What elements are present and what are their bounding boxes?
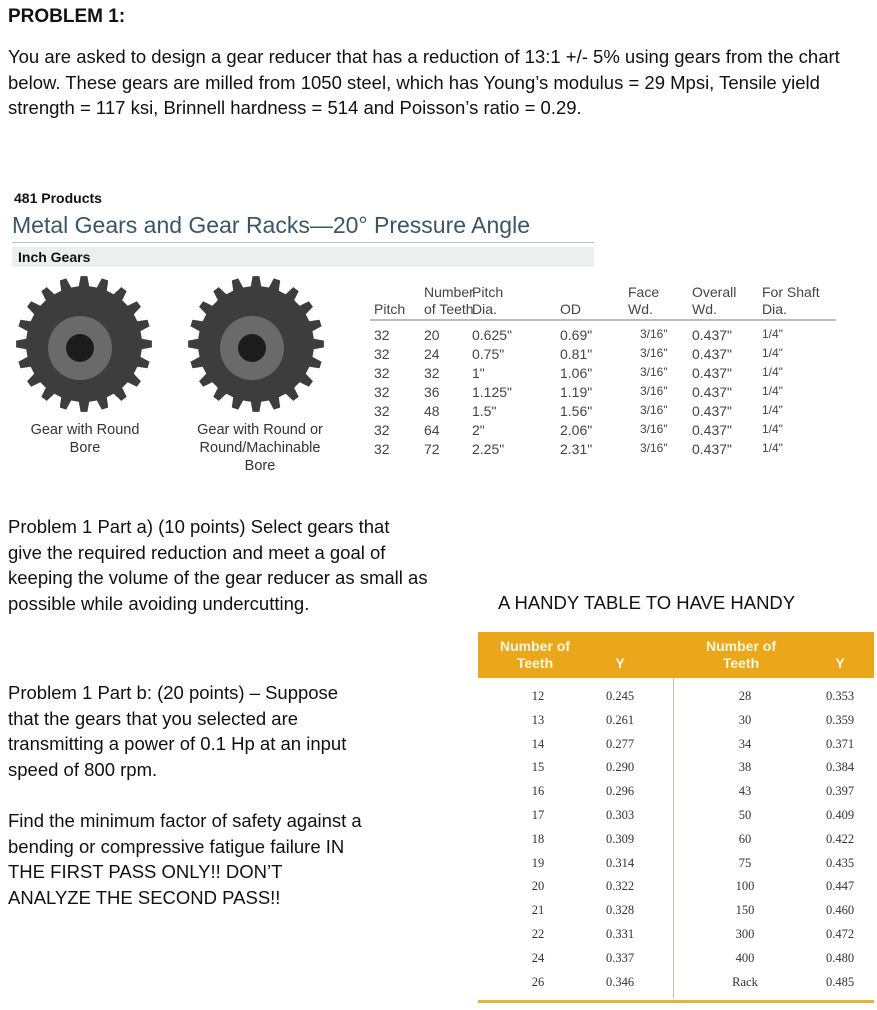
table-cell: 3/16" xyxy=(640,365,668,379)
table-cell: 1/4" xyxy=(762,346,783,360)
table-cell: 32 xyxy=(374,327,390,343)
handy-table-title: A HANDY TABLE TO HAVE HANDY xyxy=(498,592,796,613)
y-factor-cell: 0.309 xyxy=(605,831,635,846)
table-cell: 2" xyxy=(472,422,485,438)
header-teeth-right xyxy=(686,638,796,672)
teeth-cell: 18 xyxy=(531,831,545,846)
y-factor-cell: 0.337 xyxy=(605,950,635,965)
table-cell: 32 xyxy=(374,365,390,381)
header-line: Teeth xyxy=(722,655,760,671)
y-factor-cell: 0.261 xyxy=(605,712,635,727)
y-factor-cell: 0.290 xyxy=(605,760,635,775)
table-cell: 36 xyxy=(424,384,440,400)
products-count: 481 Products xyxy=(14,190,102,206)
table-cell: 2.25" xyxy=(472,441,505,457)
table-cell: 1/4" xyxy=(762,441,783,455)
column-header: Number xyxy=(424,284,474,300)
y-factor-cell: 0.359 xyxy=(825,712,855,727)
teeth-cell: 14 xyxy=(531,736,545,751)
teeth-cell: 20 xyxy=(531,879,545,894)
part-b-question: Find the minimum factor of safety against a bending or compressive fatigue failure IN THE FIRST PASS ONLY!! DON’T ANALYZE THE SECOND PASS!! xyxy=(8,810,362,908)
teeth-cell: 75 xyxy=(738,855,752,870)
column-header: Wd. xyxy=(628,301,653,317)
teeth-cell: 13 xyxy=(531,712,545,727)
problem-statement: You are asked to design a gear reducer that has a reduction of 13:1 +/- 5% using gears from the chart below. These gears are milled from 1050 steel, which has Young’s modulus = 29 Mpsi, Tensile yield strength = 117 ksi, Brinnell hardness = 514 and Poisson’s ratio = 0.29. xyxy=(8,46,840,118)
table-cell: 0.437" xyxy=(692,346,733,362)
caption-line: Round/Machinable xyxy=(199,440,321,456)
y-factor-cell: 0.460 xyxy=(825,903,855,918)
y-factor-cell: 0.277 xyxy=(605,736,635,751)
table-cell: 1/4" xyxy=(762,403,783,417)
column-header: Pitch xyxy=(374,301,406,317)
table-cell: 0.437" xyxy=(692,403,733,419)
y-factor-cell: 0.384 xyxy=(825,760,855,775)
table-cell: 48 xyxy=(424,403,440,419)
table-cell: 1.06" xyxy=(560,365,593,381)
table-cell: 3/16" xyxy=(640,422,668,436)
table-cell: 0.625" xyxy=(472,327,513,343)
y-factor-cell: 0.409 xyxy=(825,808,855,822)
column-header: Pitch xyxy=(472,284,504,300)
table-cell: 32 xyxy=(374,403,390,419)
divider xyxy=(12,242,594,243)
table-cell: 0.437" xyxy=(692,327,733,343)
header-teeth-left xyxy=(480,638,590,672)
y-factor-cell: 0.480 xyxy=(825,950,855,965)
teeth-cell: 17 xyxy=(531,808,545,822)
table-cell: 32 xyxy=(374,441,390,457)
teeth-cell: 19 xyxy=(531,855,545,870)
gear-machinable-bore-image xyxy=(184,272,334,417)
y-factor-cell: 0.371 xyxy=(825,736,855,751)
teeth-cell: Rack xyxy=(732,974,758,989)
handy-table-header xyxy=(478,632,874,678)
column-header: For Shaft xyxy=(762,284,820,300)
y-factor-cell: 0.296 xyxy=(605,784,635,799)
y-factor-cell: 0.314 xyxy=(605,855,635,870)
table-cell: 0.69" xyxy=(560,327,593,343)
subheading-bar xyxy=(12,247,594,267)
table-cell: 20 xyxy=(424,327,440,343)
table-cell: 1/4" xyxy=(762,327,783,341)
part-a-text: Problem 1 Part a) (10 points) Select gears that give the required reduction and meet a goal of keeping the volume of the gear reducer as small as possible while avoiding undercutting. xyxy=(8,516,428,614)
table-cell: 32 xyxy=(424,365,440,381)
gear-bore xyxy=(66,334,94,362)
teeth-cell: 24 xyxy=(531,950,545,965)
column-header: Overall xyxy=(692,284,737,300)
y-factor-cell: 0.322 xyxy=(605,879,635,894)
table-cell: 0.437" xyxy=(692,441,733,457)
caption-line: Bore xyxy=(69,440,101,456)
table-cell: 32 xyxy=(374,422,390,438)
table-cell: 3/16" xyxy=(640,384,668,398)
column-header: OD xyxy=(560,301,581,317)
teeth-cell: 100 xyxy=(735,879,755,894)
table-cell: 1/4" xyxy=(762,384,783,398)
table-cell: 0.75" xyxy=(472,346,505,362)
table-cell: 1.125" xyxy=(472,384,513,400)
gear1-caption xyxy=(10,421,160,457)
caption-line: Gear with Round xyxy=(30,422,140,438)
teeth-cell: 50 xyxy=(738,808,752,822)
table-cell: 3/16" xyxy=(640,403,668,417)
column-header: Face xyxy=(628,284,660,300)
teeth-cell: 400 xyxy=(735,950,755,965)
teeth-cell: 38 xyxy=(738,760,752,775)
y-factor-cell: 0.447 xyxy=(825,879,855,894)
y-factor-cell: 0.346 xyxy=(605,974,635,989)
column-header: Wd. xyxy=(692,301,717,317)
header-line: Teeth xyxy=(516,655,554,671)
column-header: Dia. xyxy=(472,301,497,317)
table-cell: 3/16" xyxy=(640,441,668,455)
table-cell: 72 xyxy=(424,441,440,457)
header-line: Number of xyxy=(706,638,776,654)
caption-line: Bore xyxy=(244,458,276,474)
y-factor-cell: 0.422 xyxy=(825,831,855,846)
column-header: of Teeth xyxy=(424,301,474,317)
gear-bore xyxy=(238,334,266,362)
gear-round-bore-image xyxy=(12,272,162,417)
teeth-cell: 43 xyxy=(738,784,752,799)
table-bottom-rule xyxy=(478,1000,874,1003)
teeth-cell: 22 xyxy=(531,927,545,941)
table-cell: 32 xyxy=(374,384,390,400)
table-cell: 32 xyxy=(374,346,390,362)
table-cell: 0.81" xyxy=(560,346,593,362)
header-y-left: Y xyxy=(615,655,625,671)
table-cell: 0.437" xyxy=(692,384,733,400)
teeth-cell: 26 xyxy=(531,974,545,989)
y-factor-cell: 0.303 xyxy=(605,808,635,822)
y-factor-cell: 0.328 xyxy=(605,903,635,918)
table-cell: 64 xyxy=(424,422,440,438)
table-cell: 24 xyxy=(424,346,440,362)
y-factor-cell: 0.245 xyxy=(605,689,635,703)
table-cell: 0.437" xyxy=(692,422,733,438)
problem-title: PROBLEM 1: xyxy=(8,6,126,27)
teeth-cell: 12 xyxy=(531,689,545,703)
header-line: Number of xyxy=(500,638,570,654)
teeth-cell: 15 xyxy=(531,760,545,775)
table-header-rule xyxy=(370,319,836,321)
y-factor-cell: 0.472 xyxy=(825,927,855,941)
header-y-right: Y xyxy=(835,655,845,671)
table-cell: 0.437" xyxy=(692,365,733,381)
y-factor-cell: 0.435 xyxy=(825,855,855,870)
catalog-subheading: Inch Gears xyxy=(18,249,91,265)
teeth-cell: 150 xyxy=(735,903,755,918)
table-cell: 2.06" xyxy=(560,422,593,438)
caption-line: Gear with Round or xyxy=(197,422,323,438)
table-cell: 1" xyxy=(472,365,485,381)
column-header: Dia. xyxy=(762,301,787,317)
teeth-cell: 30 xyxy=(738,712,752,727)
teeth-cell: 34 xyxy=(738,736,752,751)
y-factor-cell: 0.397 xyxy=(825,784,855,799)
table-cell: 1/4" xyxy=(762,365,783,379)
table-cell: 1.19" xyxy=(560,384,593,400)
teeth-cell: 21 xyxy=(531,903,545,918)
teeth-cell: 16 xyxy=(531,784,545,799)
table-cell: 1/4" xyxy=(762,422,783,436)
y-factor-cell: 0.485 xyxy=(825,974,855,989)
y-factor-cell: 0.331 xyxy=(605,927,635,941)
y-factor-cell: 0.353 xyxy=(825,689,855,703)
catalog-heading: Metal Gears and Gear Racks—20° Pressure Angle xyxy=(12,212,530,238)
teeth-cell: 60 xyxy=(738,831,752,846)
table-cell: 1.56" xyxy=(560,403,593,419)
column-divider xyxy=(673,678,674,998)
table-cell: 2.31" xyxy=(560,441,593,457)
part-b-text: Problem 1 Part b: (20 points) – Suppose that the gears that you selected are transmitting a power of 0.1 Hp at an input speed of 800 rpm. xyxy=(8,682,347,780)
teeth-cell: 28 xyxy=(738,689,752,703)
gear2-caption xyxy=(180,421,340,475)
table-cell: 3/16" xyxy=(640,346,668,360)
table-cell: 1.5" xyxy=(472,403,497,419)
table-cell: 3/16" xyxy=(640,327,668,341)
teeth-cell: 300 xyxy=(735,927,755,941)
